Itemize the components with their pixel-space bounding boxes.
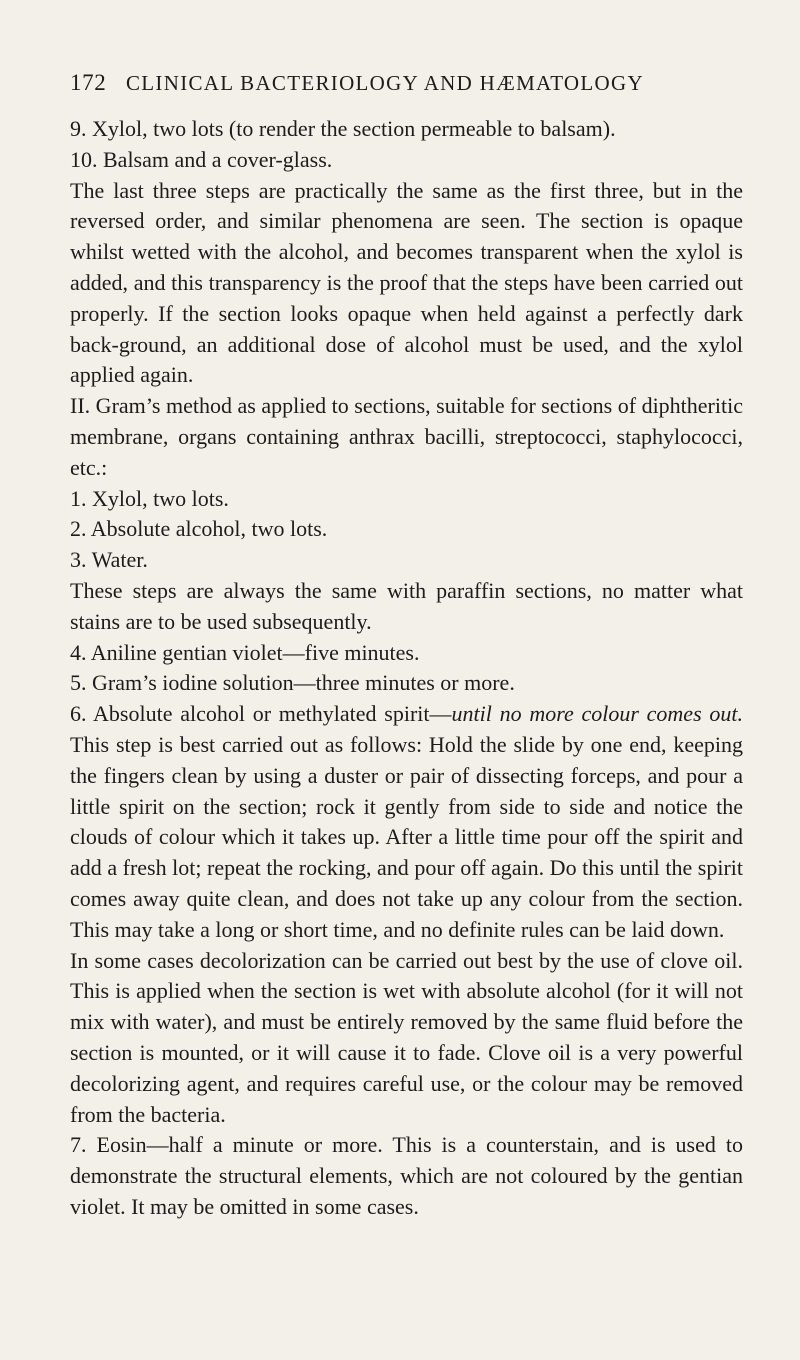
step-10-paragraph: 10. Balsam and a cover-glass. bbox=[70, 146, 333, 172]
body-text bbox=[70, 114, 743, 1223]
step-6-instructions: This step is best carried out as follows: Hold the slide by one end, keeping the fingers clean by using a duster or pair of dissecting forceps, and pour a little spirit on the section; rock it gently from side to side and notice the clouds of colour which it takes up. After a little time pour off the spirit and add a fresh lot; repeat the rocking, and pour off again. Do this until the spirit comes away quite clean, and does not take up any colour from the section. This may take a long or short time, and no definite rules can be laid down. bbox=[70, 731, 743, 942]
step-4-paragraph: 4. Aniline gentian violet—five minutes. bbox=[70, 639, 420, 665]
step-6-paragraph bbox=[70, 699, 743, 945]
running-head-title: CLINICAL BACTERIOLOGY AND HÆMATOLOGY bbox=[126, 71, 644, 95]
page-number: 172 bbox=[70, 70, 107, 95]
step-6-lead: 6. Absolute alcohol or methylated spirit— bbox=[70, 701, 452, 727]
step-9-paragraph: 9. Xylol, two lots (to render the section permeable to balsam). bbox=[70, 116, 616, 141]
reversed-order-paragraph: The last three steps are practically the same as the first three, but in the reversed order, and similar phenomena are seen. The section is opaque whilst wetted with the alcohol, and becomes transparent when the xylol is added, and this transparency is the proof that the steps have been carried out properly. If the section looks opaque when held against a perfectly dark back-ground, an additional dose of alcohol must be used, and the xylol applied again. bbox=[70, 177, 743, 388]
step-6-emphasis: until no more colour comes out. bbox=[451, 701, 743, 727]
grams-method-heading-paragraph: II. Gram’s method as applied to sections, suitable for sections of diphtheritic membrane, organs containing anthrax bacilli, streptococci, staphylococci, etc.: bbox=[70, 393, 743, 480]
step-5-paragraph: 5. Gram’s iodine solution—three minutes or more. bbox=[70, 670, 515, 696]
step-3-paragraph: 3. Water. bbox=[70, 547, 148, 573]
clove-oil-paragraph: In some cases decolorization can be carried out best by the use of clove oil. This is applied when the section is wet with absolute alcohol (for it will not mix with water), and must be entirely removed by the same fluid before the section is mounted, or it will cause it to fade. Clove oil is a very powerful decolorizing agent, and requires careful use, or the colour may be removed from the bacteria. bbox=[70, 947, 743, 1127]
step-2-paragraph: 2. Absolute alcohol, two lots. bbox=[70, 516, 328, 542]
step-7-paragraph: 7. Eosin—half a minute or more. This is a counterstain, and is used to demonstrate the structural elements, which are not coloured by the gentian violet. It may be omitted in some cases. bbox=[70, 1132, 743, 1219]
paraffin-note-paragraph: These steps are always the same with paraffin sections, no matter what stains are to be used subsequently. bbox=[70, 577, 743, 634]
running-head bbox=[70, 70, 710, 102]
step-1-paragraph: 1. Xylol, two lots. bbox=[70, 485, 229, 511]
